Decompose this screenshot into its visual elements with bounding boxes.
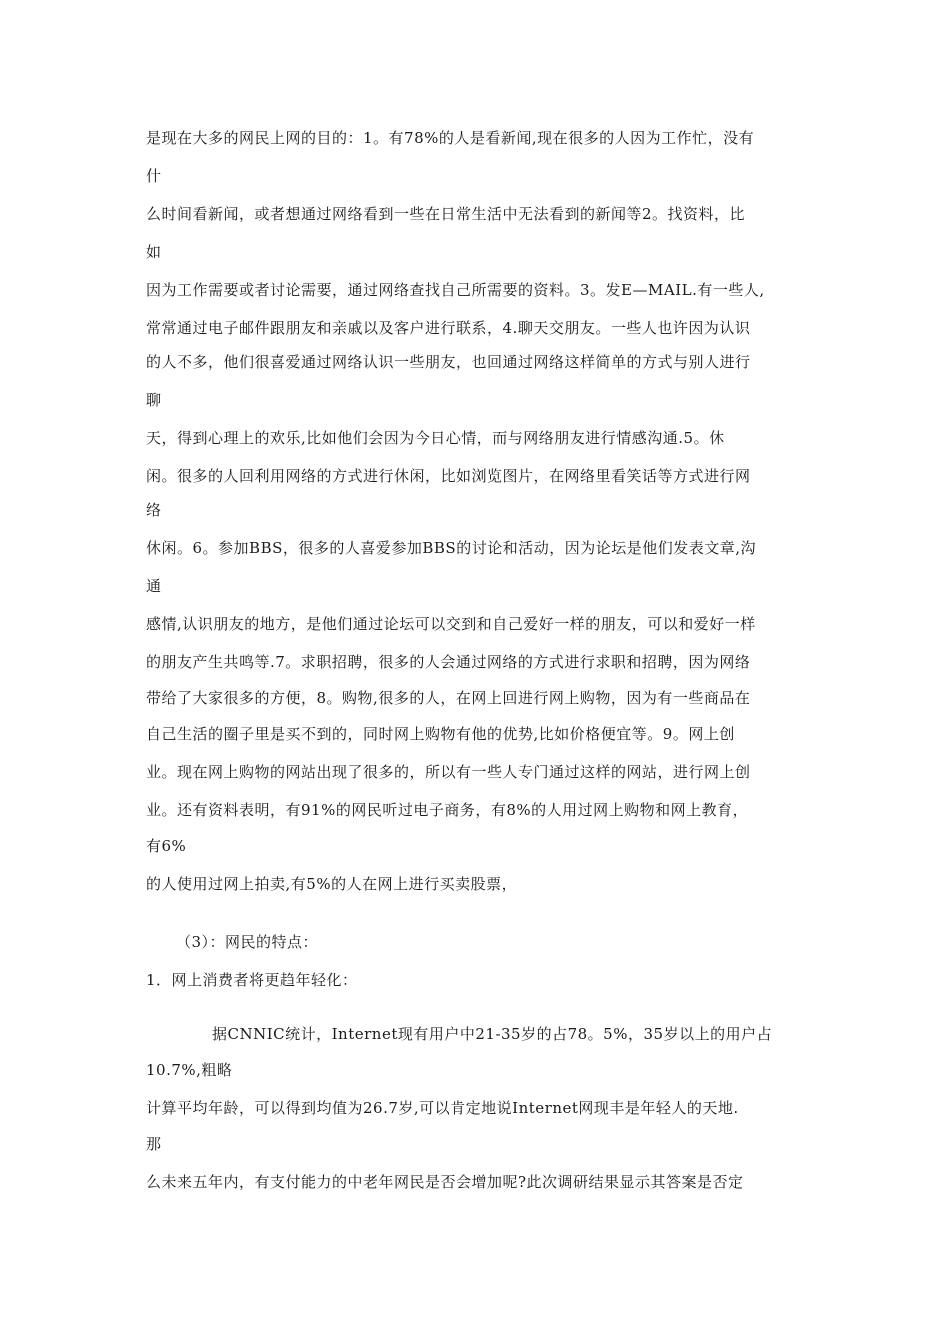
sub-heading: 1．网上消费者将更趋年轻化： xyxy=(146,971,358,989)
text-line: 的朋友产生共鸣等.7。求职招聘，很多的人会通过网络的方式进行求职和招聘，因为网络 xyxy=(146,653,751,671)
text-line: 业。还有资料表明，有91%的网民听过电子商务，有8%的人用过网上购物和网上教育， xyxy=(146,801,749,819)
text-line: 据CNNIC统计，Internet现有用户中21-35岁的占78。5%，35岁以上的用户占 xyxy=(212,1025,773,1043)
text-line: 是现在大多的网民上网的目的：1。有78%的人是看新闻,现在很多的人因为工作忙，没有 xyxy=(146,129,755,147)
text-line: 计算平均年龄，可以得到均值为26.7岁,可以肯定地说Internet网现丰是年轻人的天地. xyxy=(146,1099,739,1117)
text-line: 因为工作需要或者讨论需要，通过网络查找自己所需要的资料。3。发E—MAIL.有一些人, xyxy=(146,281,765,299)
text-line: 10.7%,粗略 xyxy=(146,1061,233,1079)
text-line: 聊 xyxy=(146,391,162,409)
text-line: 么时间看新闻，或者想通过网络看到一些在日常生活中无法看到的新闻等2。找资料，比 xyxy=(146,205,746,223)
text-line: 业。现在网上购物的网站出现了很多的，所以有一些人专门通过这样的网站，进行网上创 xyxy=(146,763,751,781)
text-line: 的人使用过网上拍卖,有5%的人在网上进行买卖股票， xyxy=(146,875,518,893)
text-line: 的人不多，他们很喜爱通过网络认识一些朋友，也回通过网络这样简单的方式与别人进行 xyxy=(146,353,751,371)
text-line: 休闲。6。参加BBS，很多的人喜爱参加BBS的讨论和活动，因为论坛是他们发表文章,沟 xyxy=(146,539,756,557)
text-line: 有6% xyxy=(146,837,187,855)
text-line: 络 xyxy=(146,501,162,519)
text-line: 如 xyxy=(146,243,162,261)
text-line: 常常通过电子邮件跟朋友和亲戚以及客户进行联系，4.聊天交朋友。一些人也许因为认识 xyxy=(146,319,751,337)
text-line: 天，得到心理上的欢乐,比如他们会因为今日心情，而与网络朋友进行情感沟通.5。休 xyxy=(146,429,725,447)
text-line: 么未来五年内，有支付能力的中老年网民是否会增加呢?此次调研结果显示其答案是否定 xyxy=(146,1173,744,1191)
text-line: 感情,认识朋友的地方，是他们通过论坛可以交到和自己爱好一样的朋友，可以和爱好一样 xyxy=(146,615,756,633)
text-line: 闲。很多的人回利用网络的方式进行休闲，比如浏览图片，在网络里看笑话等方式进行网 xyxy=(146,467,751,485)
text-line: 自己生活的圈子里是买不到的，同时网上购物有他的优势,比如价格便宜等。9。网上创 xyxy=(146,725,735,743)
text-line: 那 xyxy=(146,1135,162,1153)
text-line: 通 xyxy=(146,577,162,595)
text-line: 什 xyxy=(146,167,162,185)
section-heading: （3）：网民的特点： xyxy=(176,933,319,951)
text-line: 带给了大家很多的方便，8。购物,很多的人，在网上回进行网上购物，因为有一些商品在 xyxy=(146,689,751,707)
